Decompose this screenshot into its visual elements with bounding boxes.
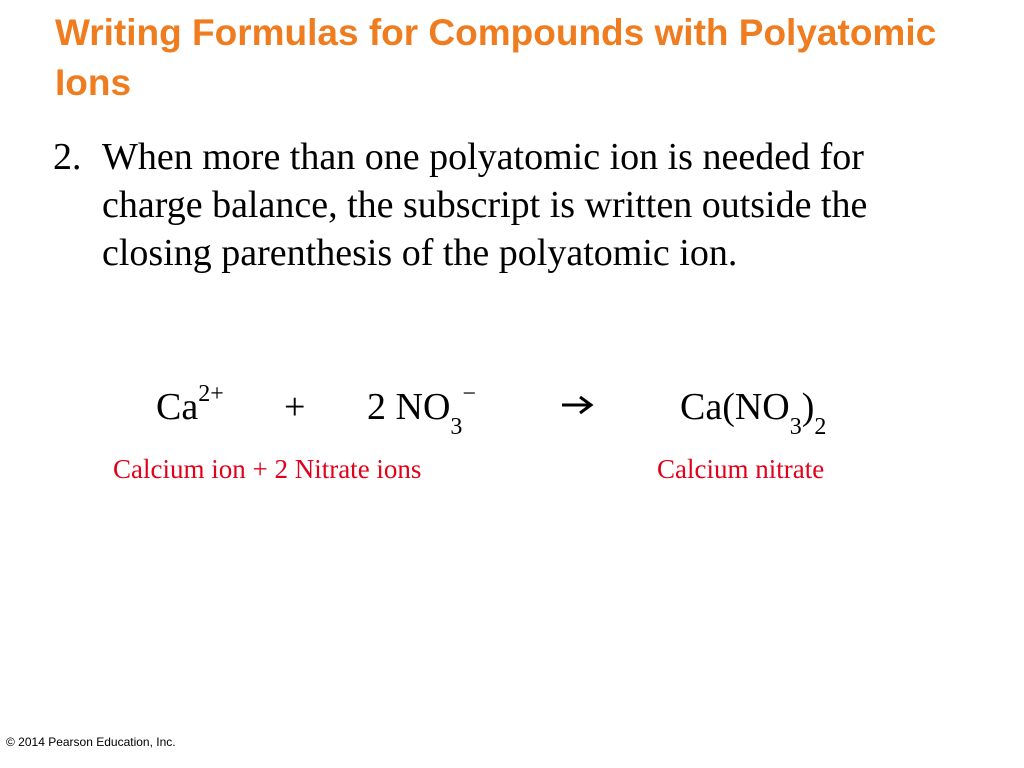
nitrate-charge: − xyxy=(462,381,476,408)
product-paren: ) xyxy=(801,386,815,428)
product-inner-subscript: 3 xyxy=(789,413,802,440)
nitrate-symbol: 2 NO xyxy=(367,386,451,428)
right-arrow-icon xyxy=(560,394,596,416)
product-outer-subscript: 2 xyxy=(814,413,827,440)
point-text: When more than one polyatomic ion is needed for charge balance, the subscript is written outside the closing parenthesis of the polyatomic ion. xyxy=(102,136,868,274)
product-calcium-nitrate xyxy=(680,383,827,440)
reactants-label: Calcium ion + 2 Nitrate ions xyxy=(113,454,422,484)
nitrate-subscript: 3 xyxy=(450,413,463,440)
product-label: Calcium nitrate xyxy=(657,454,825,484)
calcium-symbol: Ca xyxy=(156,386,199,428)
slide-title: Writing Formulas for Compounds with Polyatomic Ions xyxy=(55,12,937,103)
copyright-notice: © 2014 Pearson Education, Inc. xyxy=(6,735,176,749)
plus-sign: + xyxy=(284,386,306,428)
reactant-calcium-ion xyxy=(156,383,224,431)
calcium-charge: 2+ xyxy=(198,381,224,408)
point-number: 2. xyxy=(53,136,82,178)
product-prefix: Ca(NO xyxy=(680,386,790,428)
reactant-nitrate-ions xyxy=(367,381,476,440)
